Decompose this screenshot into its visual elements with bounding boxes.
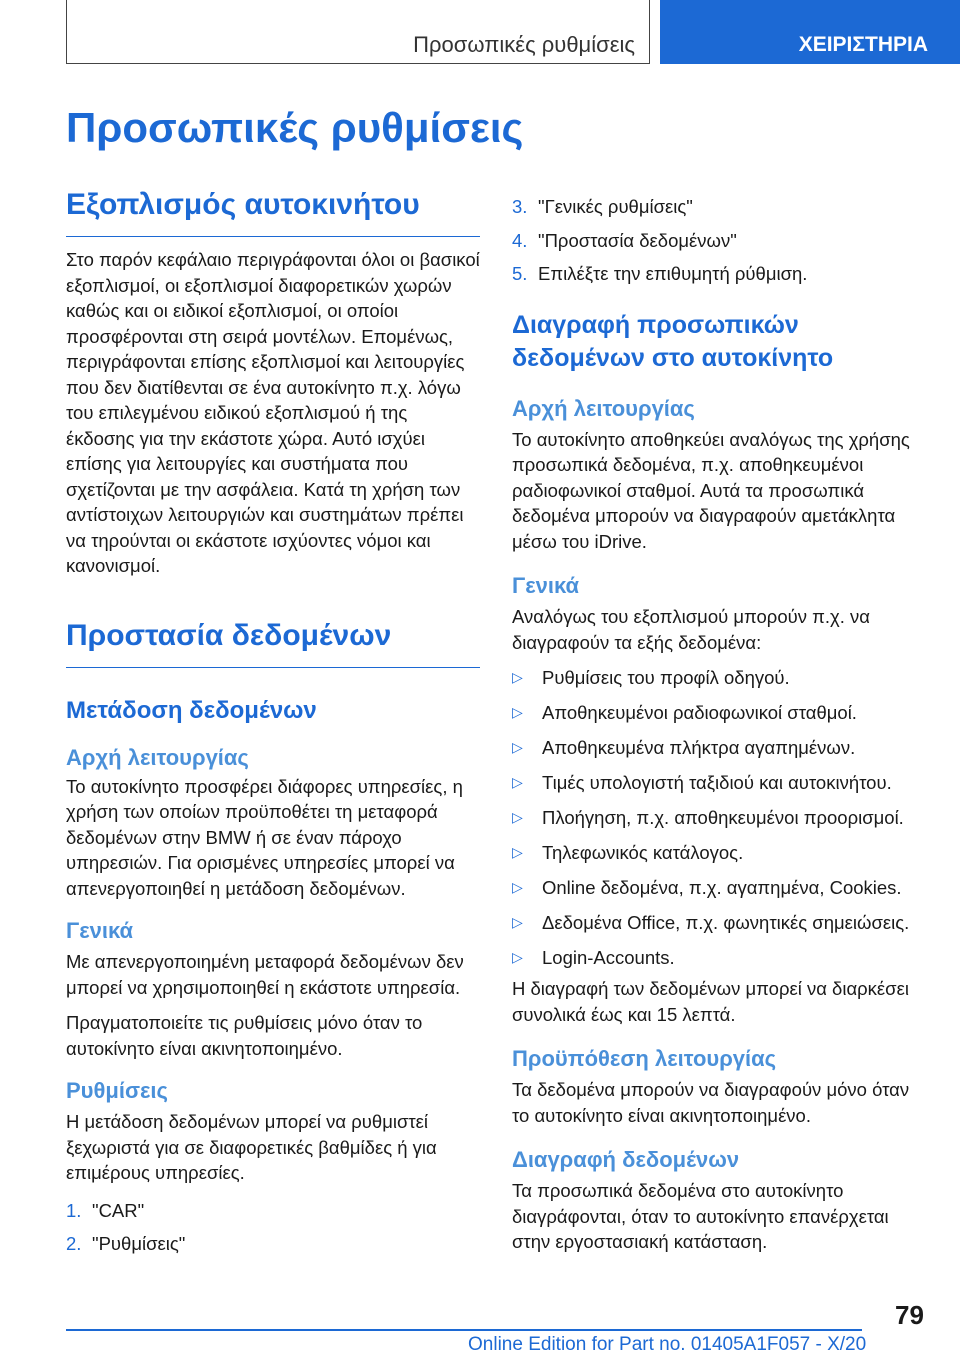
list-item xyxy=(512,665,926,691)
delete-principle-paragraph: Το αυτοκίνητο αποθηκεύει αναλόγως της χρήσης προσωπικά δεδομένα, π.χ. αποθηκευμένοι ραδιοφωνικοί σταθμοί. Αυτά τα προσωπικά δεδομένα μπορούν να διαγραφούν αμετάκλητα μέσω του iDrive. xyxy=(512,428,910,552)
step-number: 3. xyxy=(512,196,528,217)
triangle-bullet-icon: ▷ xyxy=(512,949,523,965)
step-text: "Γενικές ρυθμίσεις" xyxy=(538,196,693,217)
settings-steps-list xyxy=(66,1198,480,1257)
delete-personal-data-heading: Διαγραφή προσωπικών δεδομένων στο αυτοκίνητο xyxy=(512,310,834,372)
delete-general-heading: Γενικά xyxy=(512,573,580,598)
list-item xyxy=(512,910,926,936)
left-column xyxy=(66,176,480,1265)
prerequisite-paragraph: Τα δεδομένα μπορούν να διαγραφούν μόνο όταν το αυτοκίνητο είναι ακινητοποιημένο. xyxy=(512,1079,910,1126)
triangle-bullet-icon: ▷ xyxy=(512,844,523,860)
bullet-text: Πλοήγηση, π.χ. αποθηκευμένοι προορισμοί. xyxy=(542,807,904,828)
list-item xyxy=(66,1198,480,1224)
transfer-settings-paragraph: Η μετάδοση δεδομένων μπορεί να ρυθμιστεί ξεχωριστά για σε διαφορετικές βαθμίδες ή για επιμέρους υπηρεσίες. xyxy=(66,1111,437,1183)
bullet-text: Δεδομένα Office, π.χ. φωνητικές σημειώσεις. xyxy=(542,912,910,933)
triangle-bullet-icon: ▷ xyxy=(512,739,523,755)
step-number: 2. xyxy=(66,1233,82,1254)
data-protection-heading: Προστασία δεδομένων xyxy=(66,617,480,668)
transfer-general-paragraph-1: Με απενεργοποιημένη μεταφορά δεδομένων δεν μπορεί να χρησιμοποιηθεί η εκάστοτε υπηρεσία. xyxy=(66,951,464,998)
list-item xyxy=(512,875,926,901)
transfer-principle-heading: Αρχή λειτουργίας xyxy=(66,744,249,770)
page-title: Προσωπικές ρυθμίσεις xyxy=(66,104,524,151)
transfer-general-heading: Γενικά xyxy=(66,918,134,943)
bullet-text: Αποθηκευμένοι ραδιοφωνικοί σταθμοί. xyxy=(542,702,857,723)
deletable-data-list xyxy=(512,665,926,971)
bullet-text: Τιμές υπολογιστή ταξιδιού και αυτοκινήτου. xyxy=(542,772,892,793)
list-item xyxy=(512,770,926,796)
list-item xyxy=(512,194,926,220)
transfer-principle-paragraph: Το αυτοκίνητο προσφέρει διάφορες υπηρεσίες, η χρήση των οποίων προϋποθέτει τη μεταφορά δεδομένων στην BMW ή σε έναν πάροχο υπηρεσιών. Για ορισμένες υπηρεσίες μπορεί να απενεργοποιηθεί η μετάδοση δεδομένων. xyxy=(66,775,463,899)
deletion-duration-paragraph: Η διαγραφή των δεδομένων μπορεί να διαρκέσει συνολικά έως και 15 λεπτά. xyxy=(512,978,909,1025)
header-chapter-tab xyxy=(660,0,960,64)
header-section-label: Προσωπικές ρυθμίσεις xyxy=(413,32,635,57)
delete-data-paragraph: Τα προσωπικά δεδομένα στο αυτοκίνητο διαγράφονται, όταν το αυτοκίνητο επανέρχεται στην εργοστασιακή κατάσταση. xyxy=(512,1180,889,1252)
delete-general-paragraph: Αναλόγως του εξοπλισμού μπορούν π.χ. να διαγραφούν τα εξής δεδομένα: xyxy=(512,606,870,653)
list-item xyxy=(512,945,926,971)
step-text: Επιλέξτε την επιθυμητή ρύθμιση. xyxy=(538,263,808,284)
bullet-text: Ρυθμίσεις του προφίλ οδηγού. xyxy=(542,667,790,688)
transfer-general-paragraph-2: Πραγματοποιείτε τις ρυθμίσεις μόνο όταν το αυτοκίνητο είναι ακινητοποιημένο. xyxy=(66,1012,423,1059)
footer-divider xyxy=(66,1329,862,1331)
list-item xyxy=(512,735,926,761)
list-item xyxy=(512,228,926,254)
triangle-bullet-icon: ▷ xyxy=(512,774,523,790)
equipment-paragraph: Στο παρόν κεφάλαιο περιγράφονται όλοι οι βασικοί εξοπλισμοί, οι εξοπλισμοί διαφορετικών χωρών καθώς και οι ειδικοί εξοπλισμοί, οι οποίοι προσφέρονται στη σειρά μοντέλων. Επομένως, περιγράφονται επίσης εξοπλισμοί και λειτουργίες που δεν διατίθενται σε ένα αυτοκίνητο π.χ. λόγω του επιλεγμένου ειδικού εξοπλισμού ή της έκδοσης για την εκάστοτε χώρα. Αυτό ισχύει επίσης για λειτουργίες και συστήματα που σχετίζονται με την ασφάλεια. Κατά τη χρήση των αντίστοιχων λειτουργιών και συστημάτων πρέπει να τηρούνται οι εκάστοτε ισχύοντες νόμοι και κανονισμοί. xyxy=(66,249,480,576)
right-column xyxy=(512,194,926,1255)
header-section-tab xyxy=(66,0,650,64)
bullet-text: Login-Accounts. xyxy=(542,947,675,968)
step-number: 5. xyxy=(512,263,528,284)
page-number: 79 xyxy=(895,1300,924,1330)
header-chapter-label: ΧΕΙΡΙΣΤΗΡΙΑ xyxy=(798,33,928,56)
bullet-text: Online δεδομένα, π.χ. αγαπημένα, Cookies. xyxy=(542,877,902,898)
list-item xyxy=(512,700,926,726)
equipment-heading: Εξοπλισμός αυτοκινήτου xyxy=(66,186,480,237)
list-item xyxy=(512,261,926,287)
triangle-bullet-icon: ▷ xyxy=(512,669,523,685)
triangle-bullet-icon: ▷ xyxy=(512,914,523,930)
footer-edition-text: Online Edition for Part no. 01405A1F057 - X/20 xyxy=(468,1334,867,1355)
prerequisite-heading: Προϋπόθεση λειτουργίας xyxy=(512,1046,777,1071)
step-text: "CAR" xyxy=(92,1199,145,1221)
bullet-text: Αποθηκευμένα πλήκτρα αγαπημένων. xyxy=(542,737,856,758)
step-number: 1. xyxy=(66,1199,82,1221)
bullet-text: Τηλεφωνικός κατάλογος. xyxy=(542,842,744,863)
list-item xyxy=(512,805,926,831)
delete-principle-heading: Αρχή λειτουργίας xyxy=(512,395,695,421)
triangle-bullet-icon: ▷ xyxy=(512,809,523,825)
triangle-bullet-icon: ▷ xyxy=(512,704,523,720)
list-item xyxy=(66,1231,480,1257)
triangle-bullet-icon: ▷ xyxy=(512,879,523,895)
settings-steps-list-continued xyxy=(512,194,926,287)
step-text: "Ρυθμίσεις" xyxy=(92,1233,186,1254)
delete-data-heading: Διαγραφή δεδομένων xyxy=(512,1147,740,1172)
list-item xyxy=(512,840,926,866)
data-transfer-heading: Μετάδοση δεδομένων xyxy=(66,696,317,724)
step-text: "Προστασία δεδομένων" xyxy=(538,229,737,251)
step-number: 4. xyxy=(512,229,528,251)
transfer-settings-heading: Ρυθμίσεις xyxy=(66,1078,168,1103)
